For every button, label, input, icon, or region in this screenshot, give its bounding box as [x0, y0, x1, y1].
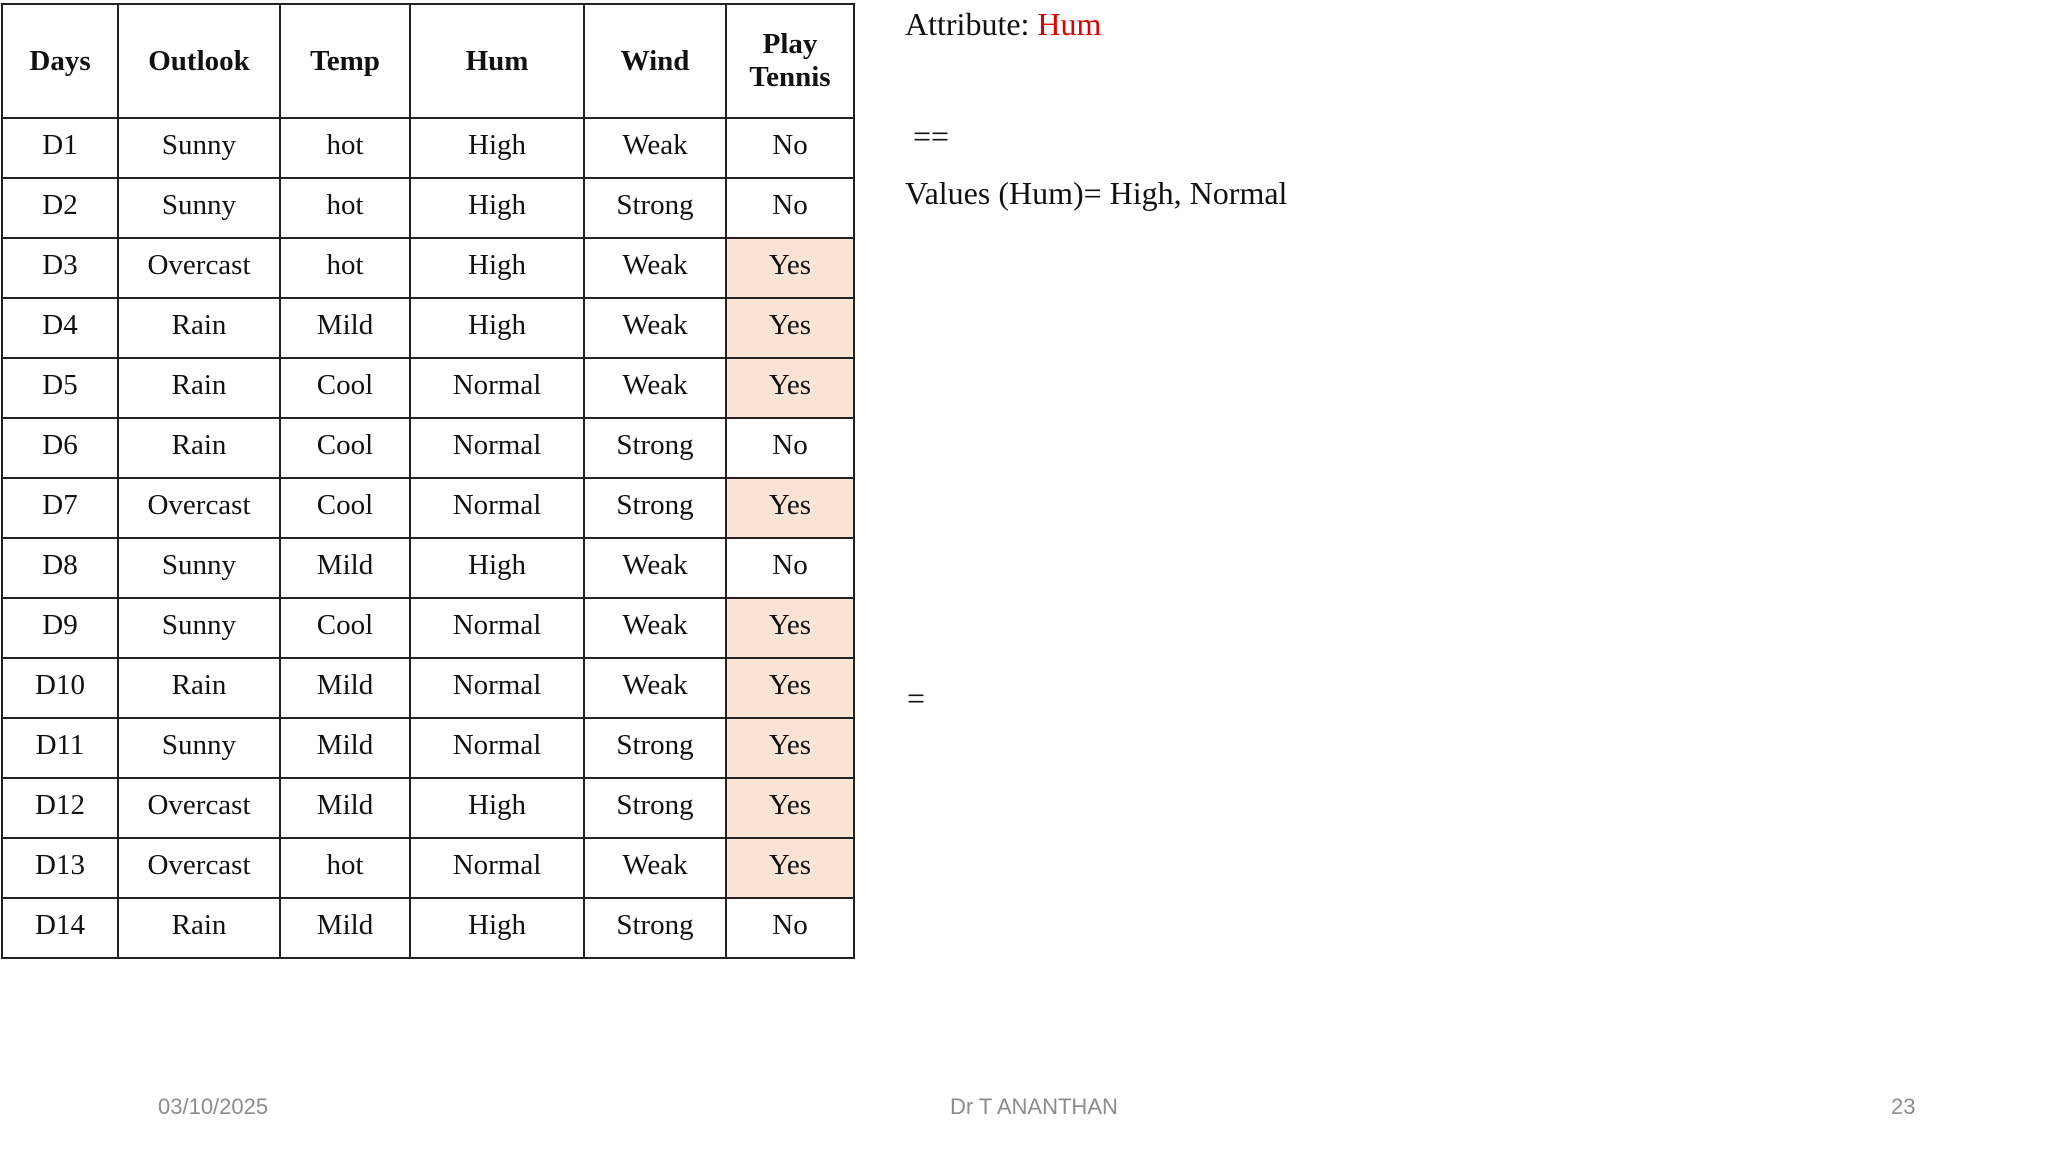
cell-outlook: Rain: [118, 418, 280, 478]
footer-date: 03/10/2025: [158, 1094, 269, 1119]
table-row: [2, 838, 854, 898]
table-row: [2, 718, 854, 778]
cell-wind: Strong: [584, 178, 726, 238]
cell-hum: Normal: [410, 358, 584, 418]
cell-play-tennis: No: [726, 118, 854, 178]
cell-outlook: Rain: [118, 298, 280, 358]
table-row: [2, 538, 854, 598]
cell-hum: High: [410, 178, 584, 238]
table-row: [2, 598, 854, 658]
cell-play-tennis: Yes: [726, 658, 854, 718]
cell-wind: Weak: [584, 538, 726, 598]
cell-day: D13: [2, 838, 118, 898]
cell-wind: Weak: [584, 838, 726, 898]
table-row: [2, 178, 854, 238]
cell-temp: Mild: [280, 538, 410, 598]
cell-play-tennis: No: [726, 898, 854, 958]
cell-day: D8: [2, 538, 118, 598]
cell-outlook: Sunny: [118, 598, 280, 658]
table-row: [2, 238, 854, 298]
cell-play-tennis: Yes: [726, 238, 854, 298]
cell-hum: High: [410, 778, 584, 838]
cell-wind: Strong: [584, 478, 726, 538]
cell-hum: Normal: [410, 718, 584, 778]
cell-hum: Normal: [410, 658, 584, 718]
cell-outlook: Sunny: [118, 718, 280, 778]
cell-hum: High: [410, 298, 584, 358]
cell-day: D5: [2, 358, 118, 418]
header-hum: Hum: [410, 4, 584, 118]
cell-play-tennis: No: [726, 178, 854, 238]
cell-hum: Normal: [410, 598, 584, 658]
double-equals-sign: ==: [913, 118, 950, 154]
cell-temp: Cool: [280, 358, 410, 418]
cell-play-tennis: No: [726, 418, 854, 478]
play-tennis-table: [1, 3, 855, 959]
cell-temp: hot: [280, 838, 410, 898]
cell-outlook: Sunny: [118, 118, 280, 178]
cell-temp: Mild: [280, 718, 410, 778]
table-row: [2, 298, 854, 358]
cell-temp: Mild: [280, 658, 410, 718]
cell-hum: High: [410, 238, 584, 298]
cell-day: D6: [2, 418, 118, 478]
cell-play-tennis: Yes: [726, 838, 854, 898]
footer-page-number: 23: [1891, 1094, 1916, 1119]
cell-day: D14: [2, 898, 118, 958]
cell-hum: Normal: [410, 838, 584, 898]
header-play-tennis: Play Tennis: [726, 4, 854, 118]
cell-wind: Weak: [584, 598, 726, 658]
cell-outlook: Overcast: [118, 238, 280, 298]
cell-hum: High: [410, 898, 584, 958]
single-equals-sign: =: [907, 680, 926, 716]
table-row: [2, 778, 854, 838]
cell-play-tennis: Yes: [726, 718, 854, 778]
cell-day: D9: [2, 598, 118, 658]
cell-day: D1: [2, 118, 118, 178]
attribute-value: Hum: [1037, 6, 1102, 42]
table-header-row: [2, 4, 854, 118]
table-row: [2, 418, 854, 478]
header-outlook: Outlook: [118, 4, 280, 118]
cell-temp: hot: [280, 118, 410, 178]
cell-hum: High: [410, 538, 584, 598]
cell-day: D3: [2, 238, 118, 298]
cell-wind: Strong: [584, 778, 726, 838]
cell-hum: Normal: [410, 418, 584, 478]
cell-temp: Cool: [280, 598, 410, 658]
cell-temp: Mild: [280, 778, 410, 838]
cell-temp: hot: [280, 178, 410, 238]
cell-hum: Normal: [410, 478, 584, 538]
table-row: [2, 658, 854, 718]
table-row: [2, 118, 854, 178]
cell-wind: Weak: [584, 358, 726, 418]
footer-author: Dr T ANANTHAN: [950, 1094, 1118, 1119]
cell-day: D10: [2, 658, 118, 718]
cell-day: D11: [2, 718, 118, 778]
cell-play-tennis: Yes: [726, 298, 854, 358]
cell-outlook: Rain: [118, 358, 280, 418]
cell-outlook: Overcast: [118, 838, 280, 898]
cell-outlook: Sunny: [118, 538, 280, 598]
cell-play-tennis: Yes: [726, 778, 854, 838]
cell-wind: Strong: [584, 418, 726, 478]
cell-day: D12: [2, 778, 118, 838]
cell-day: D4: [2, 298, 118, 358]
values-line: Values (Hum)= High, Normal: [905, 175, 1288, 211]
cell-temp: Cool: [280, 418, 410, 478]
cell-wind: Weak: [584, 118, 726, 178]
attribute-line: [905, 6, 1101, 42]
cell-temp: Mild: [280, 898, 410, 958]
cell-wind: Strong: [584, 718, 726, 778]
table-row: [2, 358, 854, 418]
table-row: [2, 478, 854, 538]
cell-play-tennis: Yes: [726, 358, 854, 418]
cell-wind: Weak: [584, 298, 726, 358]
cell-outlook: Overcast: [118, 478, 280, 538]
cell-hum: High: [410, 118, 584, 178]
cell-play-tennis: No: [726, 538, 854, 598]
table-row: [2, 898, 854, 958]
cell-day: D7: [2, 478, 118, 538]
cell-temp: hot: [280, 238, 410, 298]
cell-outlook: Rain: [118, 658, 280, 718]
cell-wind: Weak: [584, 238, 726, 298]
cell-wind: Weak: [584, 658, 726, 718]
cell-outlook: Overcast: [118, 778, 280, 838]
cell-wind: Strong: [584, 898, 726, 958]
attribute-label: Attribute:: [905, 6, 1038, 42]
cell-play-tennis: Yes: [726, 478, 854, 538]
cell-outlook: Sunny: [118, 178, 280, 238]
header-days: Days: [2, 4, 118, 118]
cell-temp: Mild: [280, 298, 410, 358]
header-temp: Temp: [280, 4, 410, 118]
cell-outlook: Rain: [118, 898, 280, 958]
cell-temp: Cool: [280, 478, 410, 538]
header-wind: Wind: [584, 4, 726, 118]
cell-day: D2: [2, 178, 118, 238]
cell-play-tennis: Yes: [726, 598, 854, 658]
